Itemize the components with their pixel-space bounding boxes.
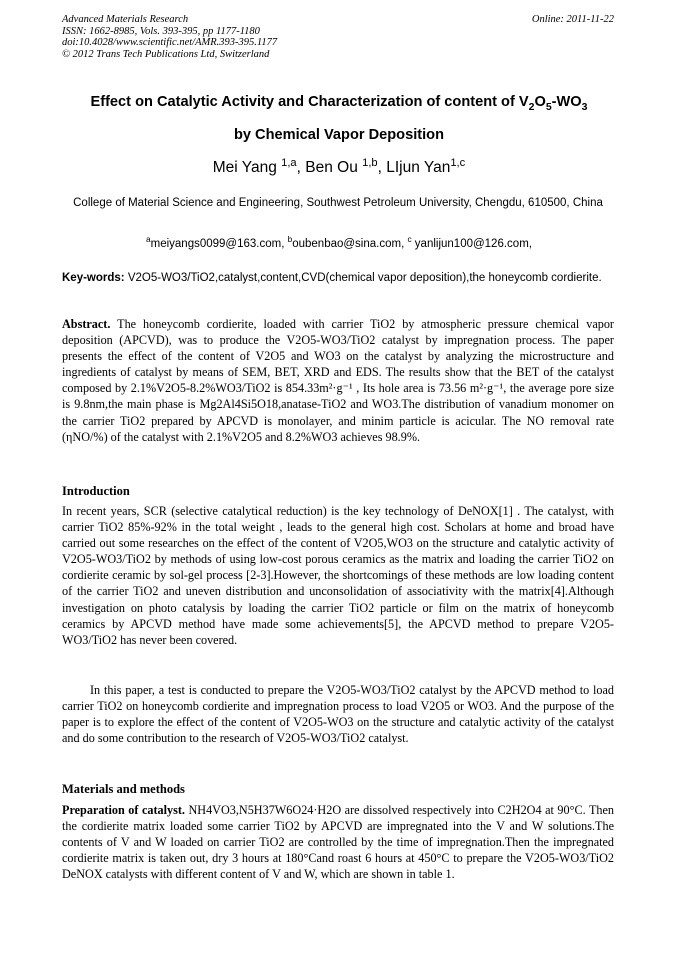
abstract-text: The honeycomb cordierite, loaded with carrier TiO2 by atmospheric pressure chemical vapor deposition (APCVD), was to produce the V2O5-WO3/TiO2 catalyst by impregnation process. The paper presents the effect of the content of V2O5 and WO3 on the catalyst by analyzing the microstructure and ingredients of catalyst by means of SEM, BET, XRD and EDS. The results show that the BET of the catalyst composed by 2.1%V2O5-8.2%WO3/TiO2 is 854.33m²·g⁻¹ , Its hole area is 73.56 m²·g⁻¹, the average pore size is 9.8nm,the main phase is Mg2Al4Si5O18,anatase-TiO2 and WO3.The distribution of vanadium monomer on the carrier TiO2 prepared by APCVD is monolayer, and minim particle is acicular. The NO removal rate (ηNO/%) of the catalyst with 2.1%V2O5 and 8.2%WO3 achieves 98.9%. <box>62 317 614 444</box>
author-emails: $^a$meiyangs0099@163.com, $^b$oubenbao@sina.com, $^c$ yanlijun100@126.com, <box>146 235 532 250</box>
keywords-label: Key-words: <box>62 272 125 284</box>
keywords-text: V2O5-WO3/TiO2,catalyst,content,CVD(chemical vapor deposition),the honeycomb cordierite. <box>127 272 602 284</box>
journal-name: Advanced Materials Research <box>62 14 189 25</box>
copyright-line: © 2012 Trans Tech Publications Ltd, Switzerland <box>62 48 270 60</box>
paper-title-line-2: by Chemical Vapor Deposition <box>233 127 445 143</box>
methods-paragraph <box>62 802 614 882</box>
paper-title-line-1: Effect on Catalytic Activity and Characterization of content of $V_2O_5-WO_3$ <box>90 94 588 113</box>
methods-subheading: Preparation of catalyst. <box>62 803 185 817</box>
abstract-label: Abstract. <box>62 317 111 331</box>
methods-text: NH4VO3,N5H37W6O24·H2O are dissolved respectively into C2H2O4 at 90°C. Then the cordierite matrix loaded some carrier TiO2 by APCVD are impregnated into the V and W solutions.The contents of V and W loaded on carrier TiO2 are controlled by the time of impregnation.Then the impregnated cordierite matrix is taken out, dry 3 hours at 180°Cand roast 6 hours at 450°C to prepare the V2O5-WO3/TiO2 DeNOX catalysts with different content of V and W, which are shown in table 1. <box>62 803 614 882</box>
section-heading-introduction: Introduction <box>62 484 130 498</box>
affiliation: College of Material Science and Engineering, Southwest Petroleum University, Chengdu, 610500, China <box>73 197 603 209</box>
running-header <box>62 14 614 60</box>
keywords <box>62 270 614 287</box>
online-date: Online: 2011-11-22 <box>531 14 614 25</box>
issn-line: ISSN: 1662-8985, Vols. 393-395, pp 1177-1180 <box>62 25 260 37</box>
introduction-paragraph-2: In this paper, a test is conducted to prepare the V2O5-WO3/TiO2 catalyst by the APCVD method to load carrier TiO2 on honeycomb cordierite and impregnation process to load V2O5 or WO3. And the purpose of the paper is to explore the effect of the content of V2O5-WO3 on the structure and catalytic activity of the catalyst and do some contribution to the research of V2O5-WO3/TiO2 catalyst. <box>62 683 614 746</box>
abstract <box>62 316 614 445</box>
author-list: Mei Yang $^{1,a}$, Ben Ou $^{1,b}$, LIjun Yan$^{1,c}$ <box>212 156 466 176</box>
introduction-paragraph-1: In recent years, SCR (selective catalytical reduction) is the key technology of DeNOX[1] . The catalyst, with carrier TiO2 85%-92% in the total weight , leads to the general high cost. Scholars at home and broad have carried out some researches on the effect of the content of V2O5,WO3 on the structure and catalytic activity of V2O5-WO3/TiO2 by methods of using low-cost porous ceramics as the matrix and loading the carrier TiO2 on cordierite ceramic by sol-gel process [2-3].However, the shortcomings of these methods are low loading content of the carrier TiO2 and uneven distribution and unconsolidation of associativity with the matrix[4].Although investigation on photo catalysis by loading the carrier TiO2 particle or film on the matrix of honeycomb ceramics by APCVD method have made some achievements[5], the APCVD method to prepare V2O5-WO3/TiO2 has never been covered. <box>62 504 614 647</box>
doi-line: doi:10.4028/www.scientific.net/AMR.393-395.1177 <box>62 37 278 48</box>
section-heading-materials-methods: Materials and methods <box>62 782 185 796</box>
